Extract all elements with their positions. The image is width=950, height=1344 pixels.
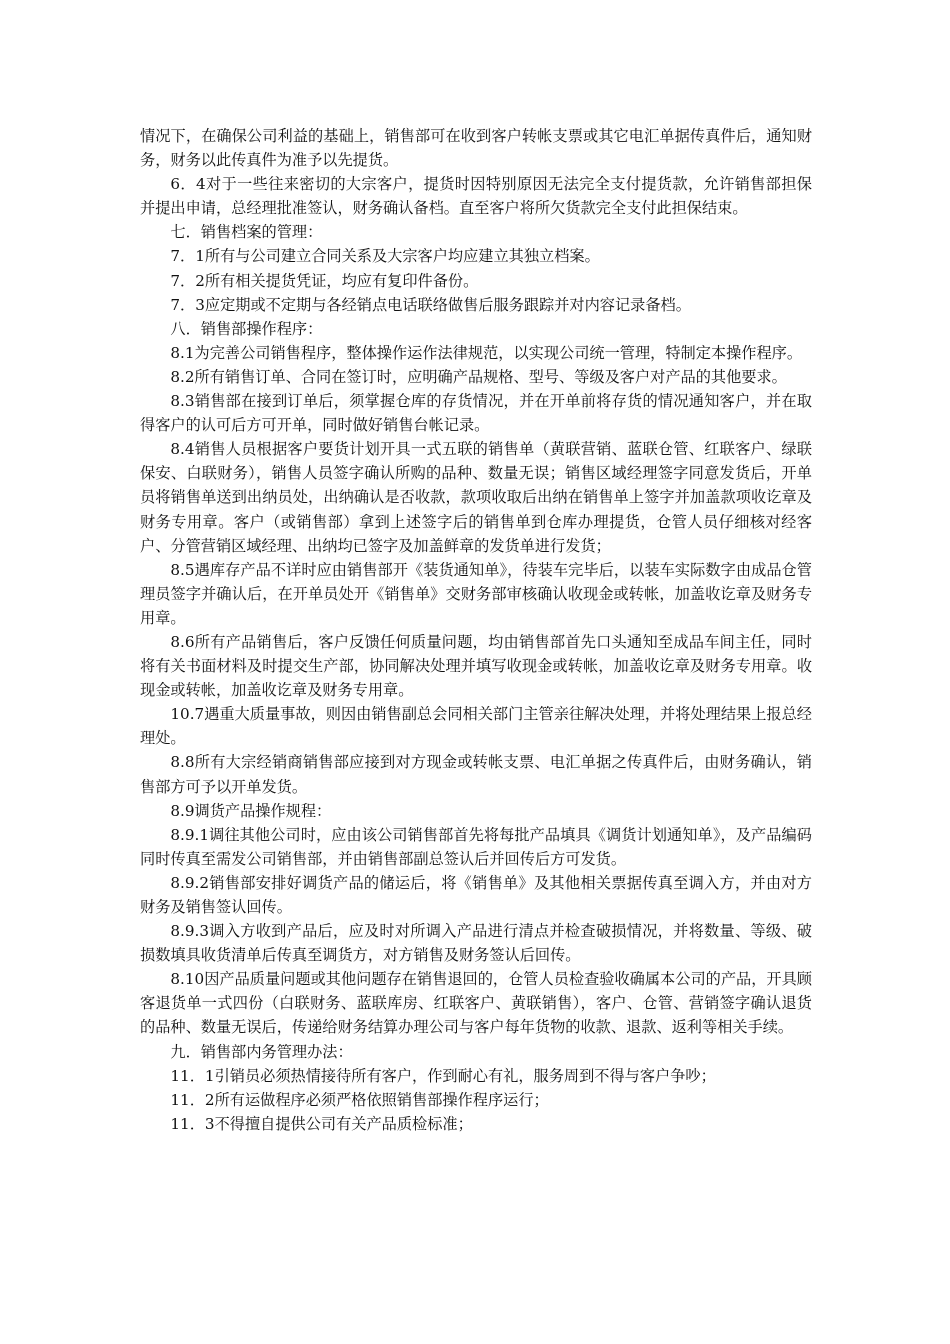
- paragraph-10-7: 10.7遇重大质量事故，则因由销售副总会同相关部门主管亲往解决处理，并将处理结果上报总经理处。: [140, 705, 812, 748]
- paragraph-8-8: 8.8所有大宗经销商销售部应接到对方现金或转帐支票、电汇单据之传真件后，由财务确认，销售部方可予以开单发货。: [140, 753, 812, 796]
- paragraph-11-2: 11．2所有运做程序必须严格依照销售部操作程序运行；: [170, 1090, 549, 1109]
- paragraph-7-2: 7．2所有相关提货凭证，均应有复印件备份。: [170, 271, 479, 290]
- paragraph-8-4: 8.4销售人员根据客户要货计划开具一式五联的销售单（黄联营销、蓝联仓管、红联客户、绿联保安、白联财务），销售人员签字确认所购的品种、数量无误；销售区域经理签字同意发货后，开单员将销售单送到出纳员处，出纳确认是否收款，款项收取后出纳在销售单上签字并加盖款项收讫章及财务专用章。客户（或销售部）拿到上述签字后的销售单到仓库办理提货，仓管人员仔细核对经客户、分管营销区域经理、出纳均已签字及加盖鲜章的发货单进行发货；: [140, 440, 812, 555]
- document-page: [140, 124, 812, 1136]
- paragraph-8-6: 8.6所有产品销售后，客户反馈任何质量问题，均由销售部首先口头通知至成品车间主任，同时将有关书面材料及时提交生产部，协同解决处理并填写收现金或转帐，加盖收讫章及财务专用章。收现金或转帐，加盖收讫章及财务专用章。: [140, 632, 812, 700]
- paragraph-8-9: 8.9调货产品操作规程：: [170, 801, 332, 820]
- section-heading-9: 九．销售部内务管理办法：: [170, 1042, 353, 1061]
- paragraph-11-1: 11．1引销员必须热情接待所有客户，作到耐心有礼，服务周到不得与客户争吵；: [170, 1066, 716, 1085]
- paragraph-8-10: 8.10因产品质量问题或其他问题存在销售退回的，仓管人员检查验收确属本公司的产品，开具顾客退货单一式四份（白联财务、蓝联库房、红联客户、黄联销售），客户、仓管、营销签字确认退货的品种、数量无误后，传递给财务结算办理公司与客户每年货物的收款、退款、返利等相关手续。: [140, 970, 812, 1037]
- paragraph-8-9-2: 8.9.2销售部安排好调货产品的储运后，将《销售单》及其他相关票据传真至调入方，并由对方财务及销售签认回传。: [140, 873, 812, 916]
- paragraph-8-9-1: 8.9.1调往其他公司时，应由该公司销售部首先将每批产品填具《调货计划通知单》，及产品编码同时传真至需发公司销售部，并由销售部副总签认后并回传后方可发货。: [140, 825, 812, 868]
- section-heading-7: 七．销售档案的管理：: [170, 223, 323, 242]
- paragraph-8-1: 8.1为完善公司销售程序，整体操作运作法律规范，以实现公司统一管理，特制定本操作程序。: [170, 343, 803, 362]
- paragraph-6-4: 6．4对于一些往来密切的大宗客户，提货时因特别原因无法完全支付提货款，允许销售部担保并提出申请，总经理批准签认，财务确认备档。直至客户将所欠货款完全支付此担保结束。: [140, 175, 812, 218]
- paragraph-7-1: 7．1所有与公司建立合同关系及大宗客户均应建立其独立档案。: [170, 247, 600, 266]
- paragraph-8-5: 8.5遇库存产品不详时应由销售部开《装货通知单》，待装车完毕后，以装车实际数字由成品仓管理员签字并确认后，在开单员处开《销售单》交财务部审核确认收现金或转帐，加盖收讫章及财务专用章。: [140, 560, 812, 627]
- paragraph-8-3: 8.3销售部在接到订单后，须掌握仓库的存货情况，并在开单前将存货的情况通知客户，并在取得客户的认可后方可开单，同时做好销售台帐记录。: [140, 392, 812, 435]
- paragraph-continuation: 情况下，在确保公司利益的基础上，销售部可在收到客户转帐支票或其它电汇单据传真件后，通知财务，财务以此传真件为准予以先提货。: [140, 127, 812, 170]
- paragraph-11-3: 11．3不得擅自提供公司有关产品质检标准；: [170, 1114, 473, 1133]
- section-heading-8: 八．销售部操作程序：: [170, 319, 323, 338]
- paragraph-8-9-3: 8.9.3调入方收到产品后，应及时对所调入产品进行清点并检查破损情况，并将数量、等级、破损数填具收货清单后传真至调货方，对方销售及财务签认后回传。: [140, 922, 812, 965]
- paragraph-7-3: 7．3应定期或不定期与各经销点电话联络做售后服务跟踪并对内容记录备档。: [170, 295, 691, 314]
- paragraph-8-2: 8.2所有销售订单、合同在签订时，应明确产品规格、型号、等级及客户对产品的其他要求。: [170, 367, 787, 386]
